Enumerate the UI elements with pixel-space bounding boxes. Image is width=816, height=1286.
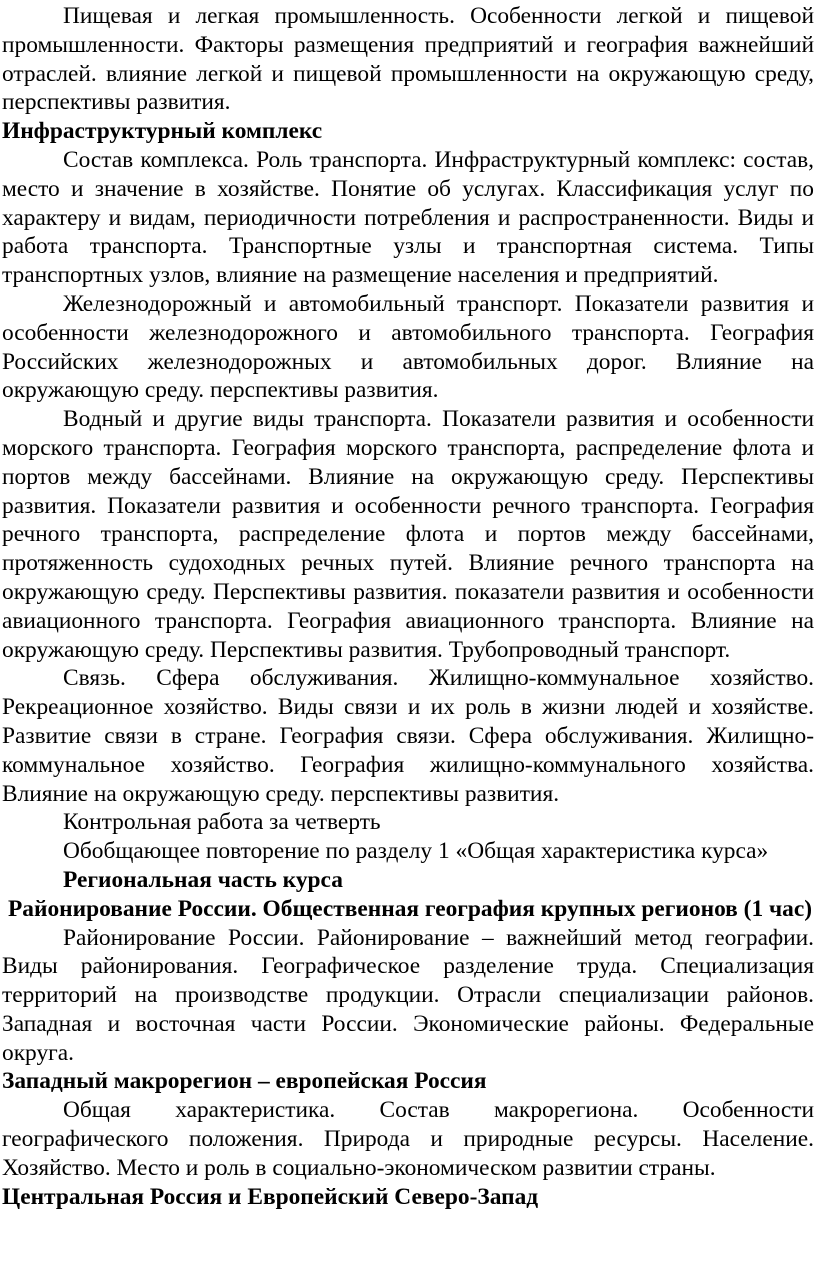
- line-quarter-test: Контрольная работа за четверть: [63, 809, 381, 836]
- paragraph-rail-auto-transport: Железнодорожный и автомобильный транспорт. Показатели развития и особенности железнодорожного и автомобильного транспорта. География Российских железнодорожных и автомобильных дорог. Влияние на окружающую среду. перспективы развития.: [2, 290, 814, 404]
- heading-regional-part: Региональная часть курса: [63, 866, 343, 893]
- paragraph-zoning-details: Районирование России. Районирование – важнейший метод географии. Виды районирования. Географическое разделение труда. Специализация территорий на производстве продукции. Отрасли специализации районов. Западная и восточная части России. Экономические районы. Федеральные округа.: [2, 924, 814, 1066]
- line-section-review: Обобщающее повторение по разделу 1 «Общая характеристика курса»: [63, 838, 769, 865]
- paragraph-water-transport: Водный и другие виды транспорта. Показатели развития и особенности морского транспорта. География морского транспорта, распределение флота и портов между бассейнами. Влияние на окружающую среду. Перспективы развития. Показатели развития и особенности речного транспорта. География речного транспорта, распределение флота и портов между бассейнами, протяженность судоходных речных путей. Влияние речного транспорта на окружающую среду. Перспективы развития. показатели развития и особенности авиационного транспорта. География авиационного транспорта. Влияние на окружающую среду. Перспективы развития. Трубопроводный транспорт.: [2, 406, 814, 663]
- paragraph-food-light-industry: Пищевая и легкая промышленность. Особенности легкой и пищевой промышленности. Факторы размещения предприятий и география важнейший отраслей. влияние легкой и пищевой промышленности на окружающую среду, перспективы развития.: [2, 3, 814, 116]
- heading-western-macroregion: Западный макрорегион – европейская Россия: [2, 1068, 487, 1095]
- heading-zoning-russia: Районирование России. Общественная география крупных регионов (1 час): [8, 895, 813, 922]
- paragraph-complex-composition: Состав комплекса. Роль транспорта. Инфраструктурный комплекс: состав, место и значение в хозяйстве. Понятие об услугах. Классификация услуг по характеру и видам, периодичности потребления и распространенности. Виды и работа транспорта. Транспортные узлы и транспортная система. Типы транспортных узлов, влияние на размещение населения и предприятий.: [2, 146, 814, 289]
- heading-infrastructure-complex: Инфраструктурный комплекс: [2, 118, 323, 145]
- heading-central-russia-northwest: Центральная Россия и Европейский Северо-Запад: [2, 1183, 539, 1210]
- paragraph-communications-services: Связь. Сфера обслуживания. Жилищно-коммунальное хозяйство. Рекреационное хозяйство. Виды связи и их роль в жизни людей и хозяйстве. Развитие связи в стране. География связи. Сфера обслуживания. Жилищно-коммунальное хозяйство. География жилищно-коммунального хозяйства. Влияние на окружающую среду. перспективы развития.: [2, 665, 814, 807]
- paragraph-macroregion-overview: Общая характеристика. Состав макрорегиона. Особенности географического положения. Природа и природные ресурсы. Население. Хозяйство. Место и роль в социально-экономическом развитии страны.: [2, 1097, 814, 1181]
